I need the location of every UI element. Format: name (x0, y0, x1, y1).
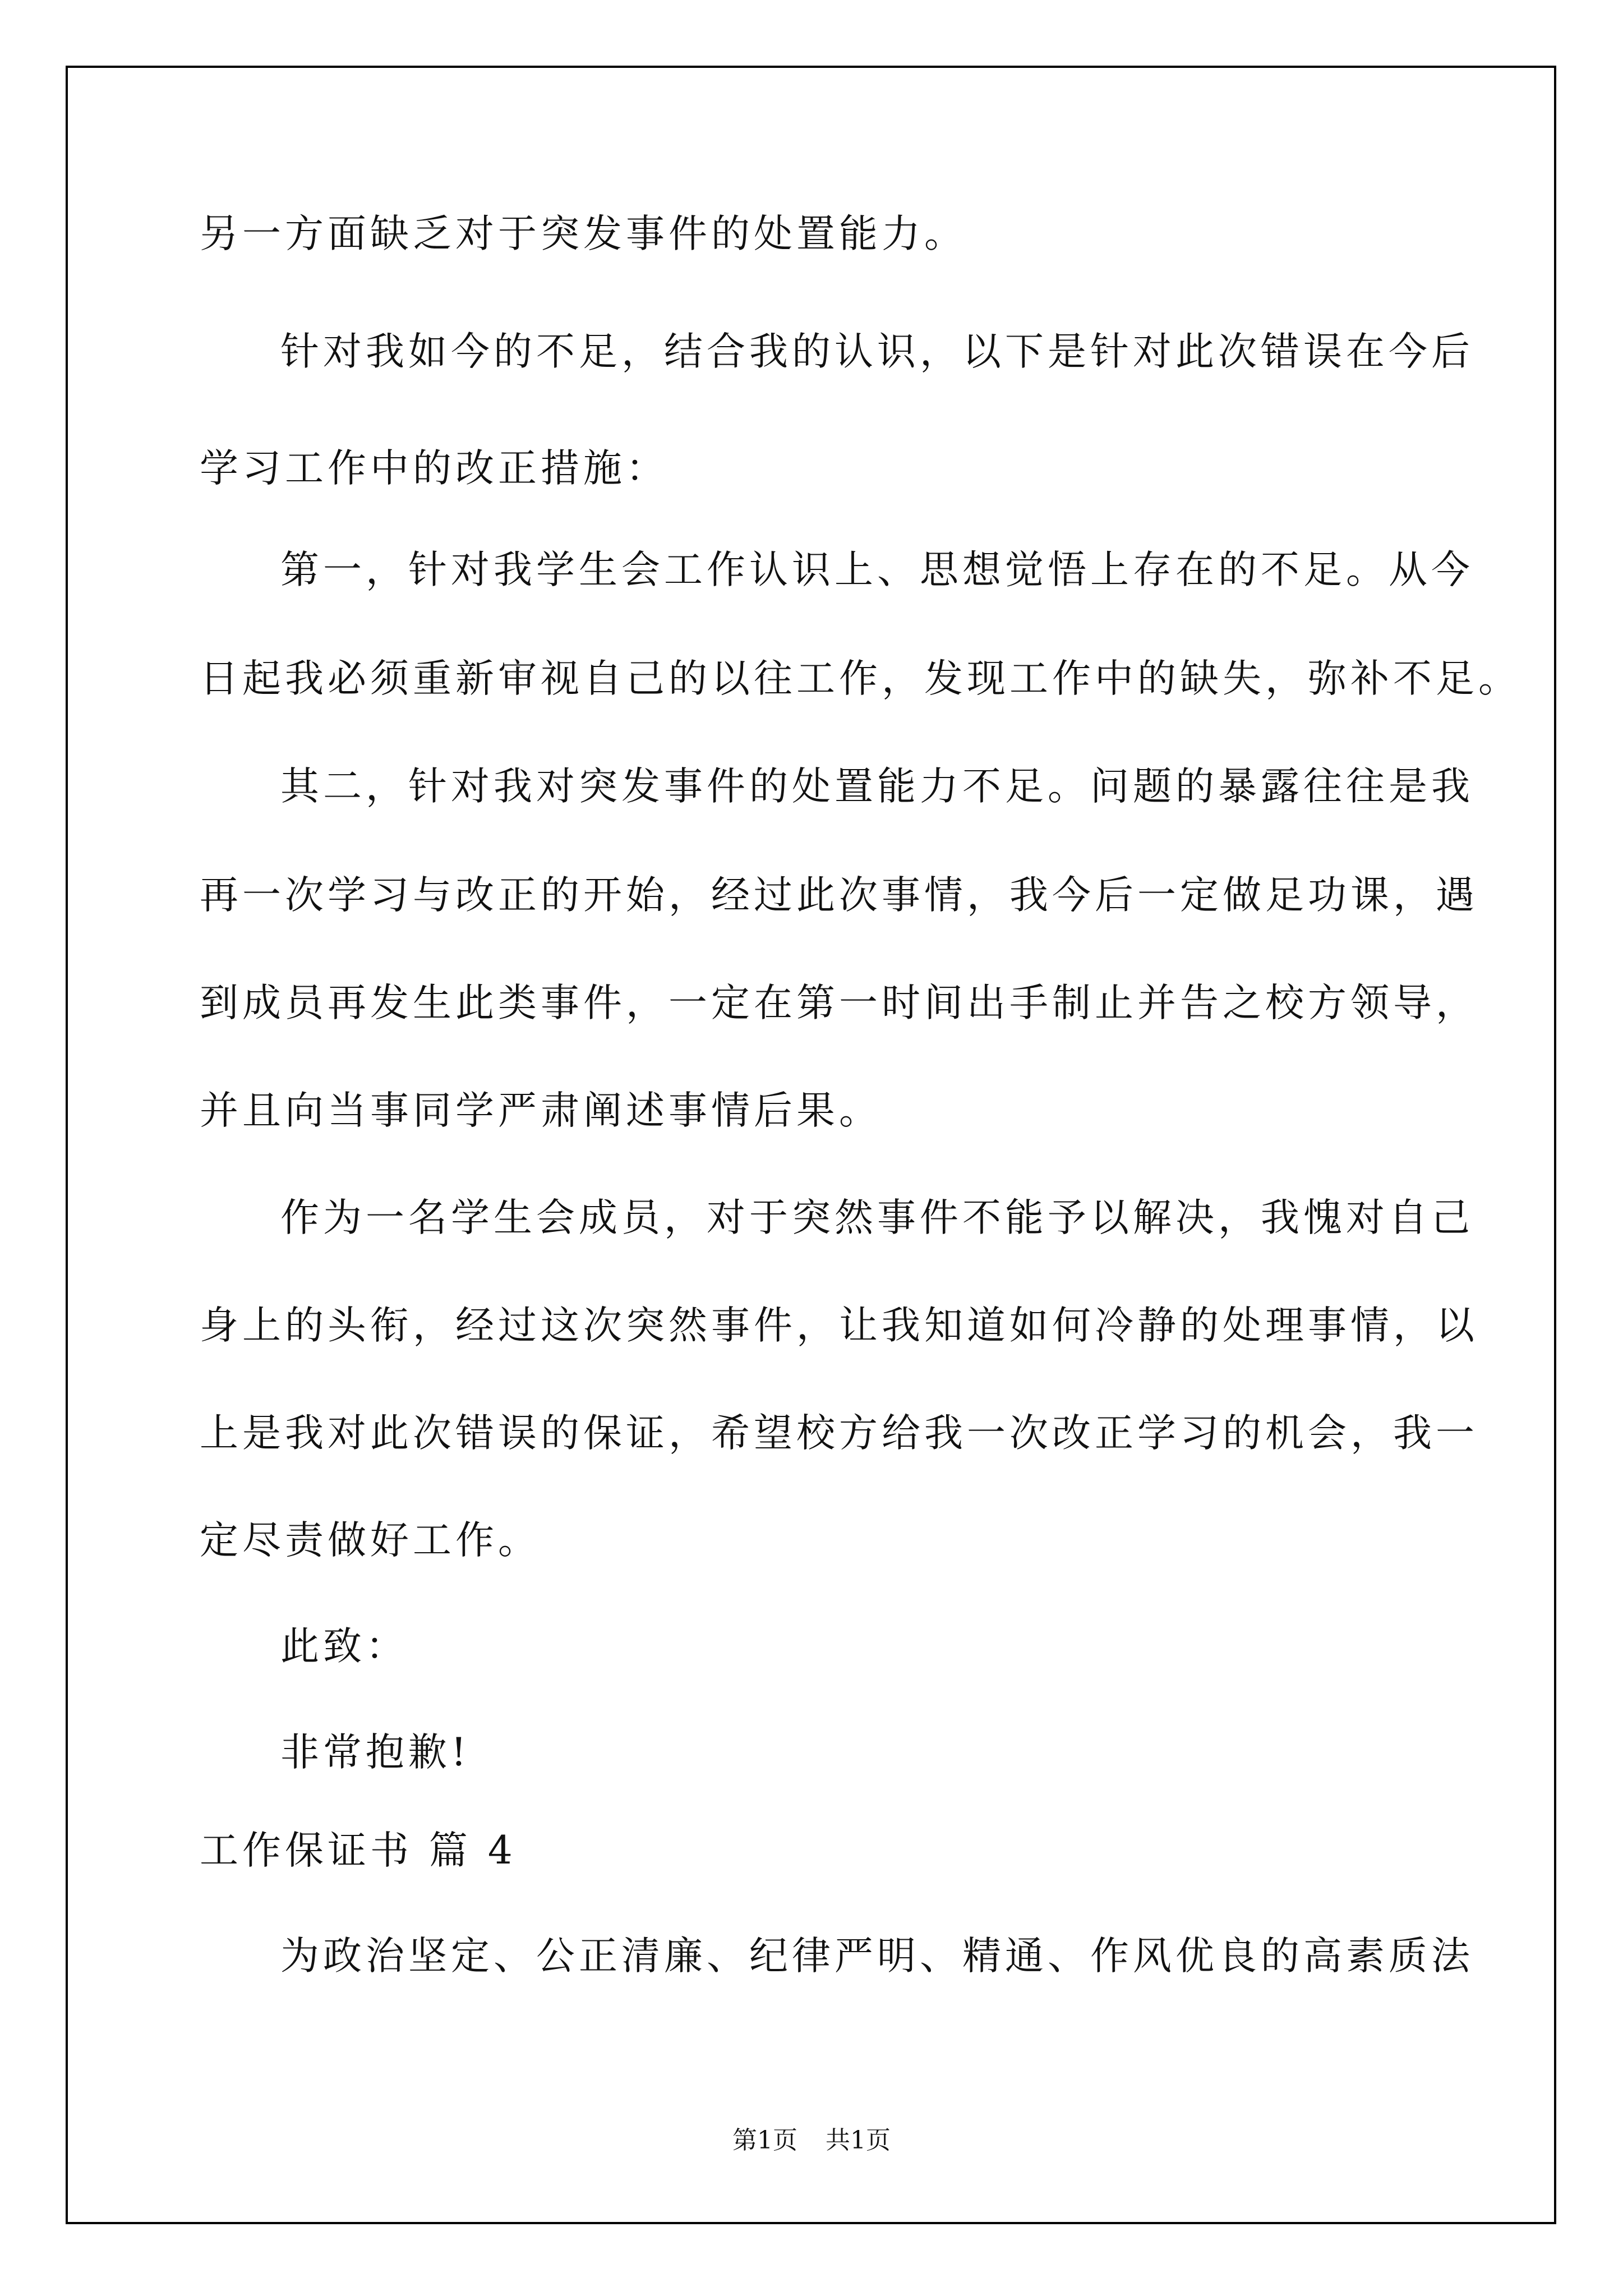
body-line-2: 针对我如今的不足，结合我的认识，以下是针对此次错误在今后 (280, 329, 1474, 374)
body-line-9: 并且向当事同学严肃阐述事情后果。 (200, 1088, 882, 1133)
page-number-total: 共1页 (826, 2126, 891, 2155)
body-line-3: 学习工作中的改正措施： (200, 446, 668, 491)
body-line-1: 另一方面缺乏对于突发事件的处置能力。 (200, 211, 967, 256)
closing-line: 此致： (280, 1624, 408, 1669)
body-line-10: 作为一名学生会成员，对于突然事件不能予以解决，我愧对自己 (280, 1195, 1474, 1240)
page-number-current: 第1页 (732, 2126, 797, 2155)
apology-line: 非常抱歉! (280, 1730, 471, 1775)
body-line-17: 为政治坚定、公正清廉、纪律严明、精通、作风优良的高素质法 (280, 1934, 1474, 1978)
section-heading: 工作保证书 篇 4 (200, 1828, 517, 1873)
body-line-6: 其二，针对我对突发事件的处置能力不足。问题的暴露往往是我 (280, 764, 1474, 809)
page-footer (0, 2124, 1623, 2157)
body-line-13: 定尽责做好工作。 (200, 1518, 541, 1563)
body-line-5: 日起我必须重新审视自己的以往工作，发现工作中的缺失，弥补不足。 (200, 656, 1521, 701)
body-line-12: 上是我对此次错误的保证，希望校方给我一次改正学习的机会，我一 (200, 1411, 1478, 1456)
body-line-4: 第一，针对我学生会工作认识上、思想觉悟上存在的不足。从今 (280, 547, 1474, 592)
body-line-8: 到成员再发生此类事件，一定在第一时间出手制止并告之校方领导， (200, 981, 1478, 1025)
body-line-7: 再一次学习与改正的开始，经过此次事情，我今后一定做足功课，遇 (200, 873, 1478, 918)
page-border (66, 66, 1556, 2224)
body-line-11: 身上的头衔，经过这次突然事件，让我知道如何冷静的处理事情，以 (200, 1303, 1478, 1348)
